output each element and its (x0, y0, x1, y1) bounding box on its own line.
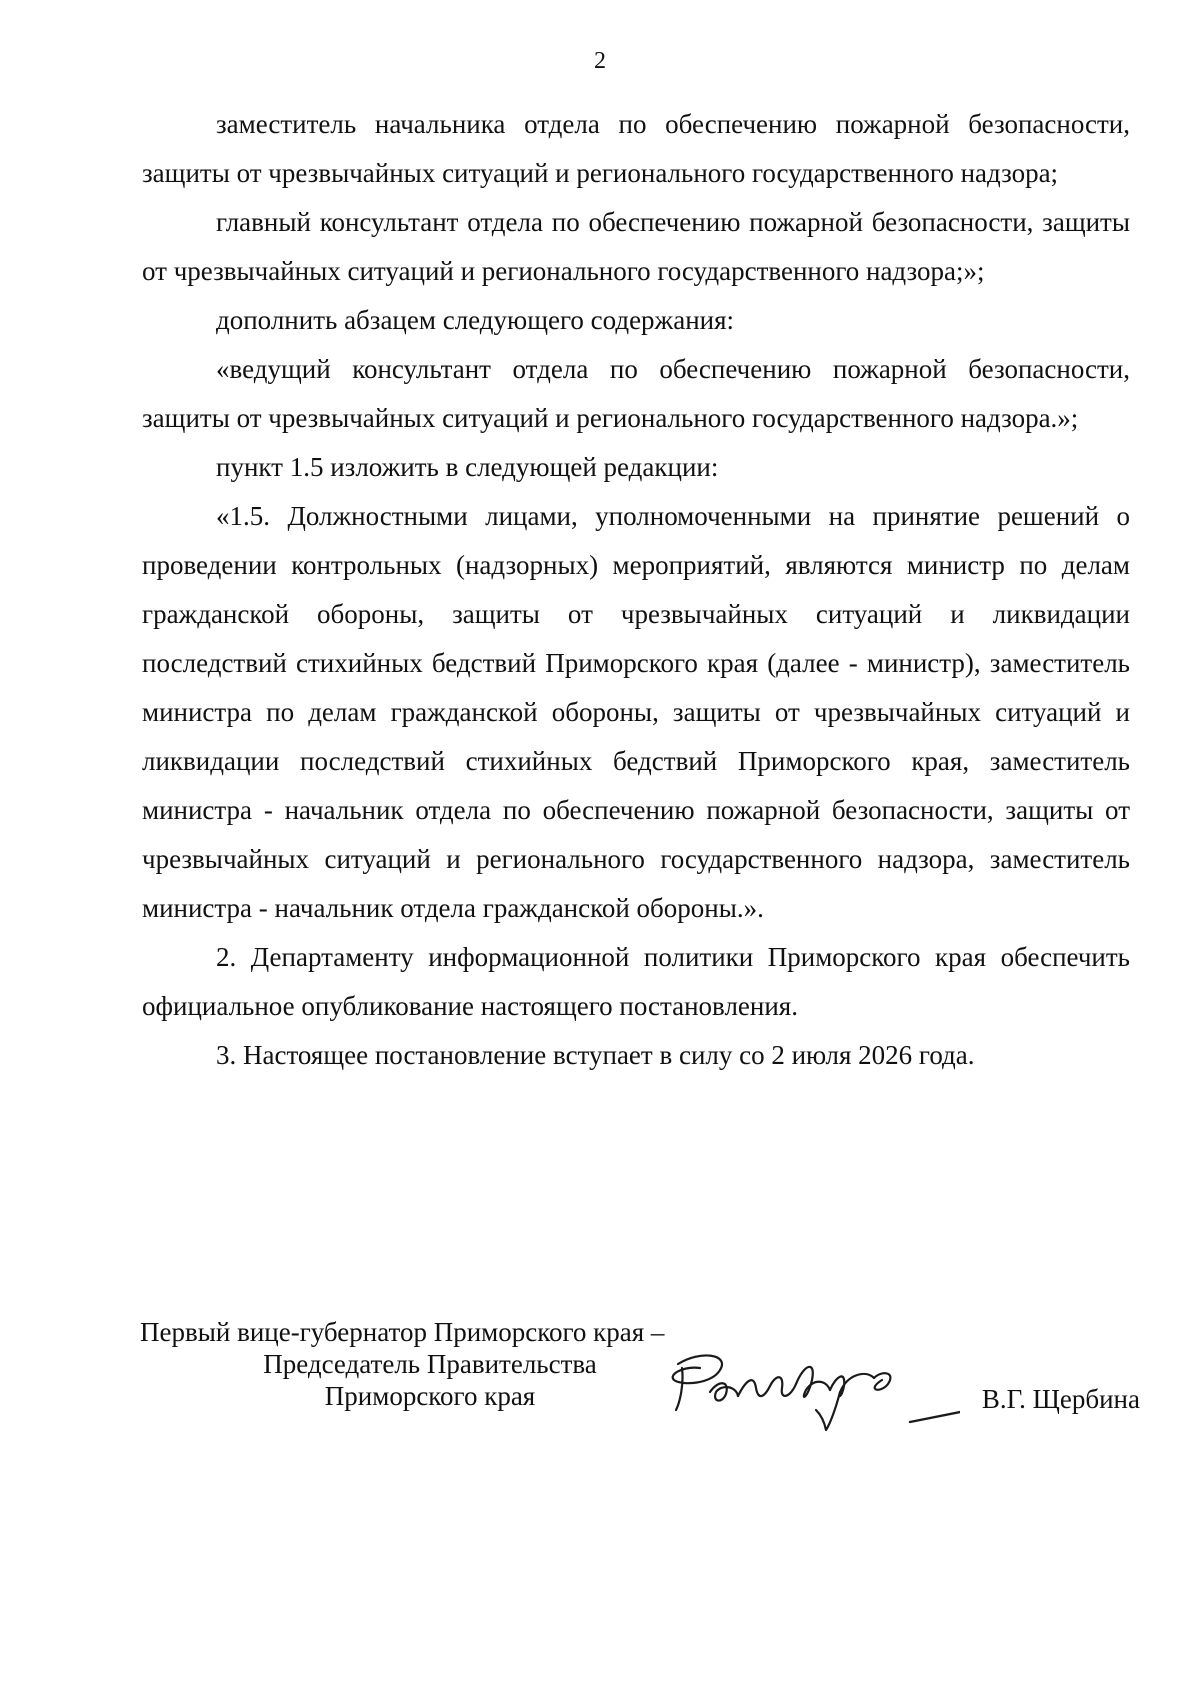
document-body (142, 100, 1130, 1080)
paragraph: 3. Настоящее постановление вступает в силу со 2 июля 2026 года. (216, 1040, 975, 1070)
paragraph: заместитель начальника отдела по обеспечению пожарной безопасности, защиты от чрезвычайных ситуаций и регионального государственного надзора; (142, 109, 1130, 188)
handwritten-signature (660, 1344, 960, 1444)
paragraph: 2. Департаменту информационной политики Приморского края обеспечить официальное опубликование настоящего постановления. (142, 942, 1130, 1021)
signer-position-line: Приморского края (324, 1381, 536, 1411)
page-number: 2 (594, 48, 606, 74)
signer-position-line: Председатель Правительства (263, 1349, 597, 1379)
signer-position (140, 1316, 720, 1412)
signer-position-line: Первый вице-губернатор Приморского края – (140, 1317, 665, 1347)
paragraph: пункт 1.5 изложить в следующей редакции: (216, 452, 719, 482)
paragraph: дополнить абзацем следующего содержания: (216, 305, 735, 335)
paragraph: главный консультант отдела по обеспечению пожарной безопасности, защиты от чрезвычайных ситуаций и регионального государственного надзора;»; (142, 207, 1130, 286)
signature-block (140, 1316, 1140, 1436)
signer-name: В.Г. Щербина (981, 1384, 1140, 1414)
paragraph: «1.5. Должностными лицами, уполномоченными на принятие решений о проведении контрольных (надзорных) мероприятий, являются министр по делам гражданской обороны, защиты от чрезвычайных ситуаций и ликвидации последствий стихийных бедствий Приморского края (далее - министр), заместитель министра по делам гражданской обороны, защиты от чрезвычайных ситуаций и ликвидации последствий стихийных бедствий Приморского края, заместитель министра - начальник отдела по обеспечению пожарной безопасности, защиты от чрезвычайных ситуаций и регионального государственного надзора, заместитель министра - начальник отдела гражданской обороны.». (142, 501, 1130, 923)
paragraph: «ведущий консультант отдела по обеспечению пожарной безопасности, защиты от чрезвычайных ситуаций и регионального государственного надзора.»; (142, 354, 1130, 433)
